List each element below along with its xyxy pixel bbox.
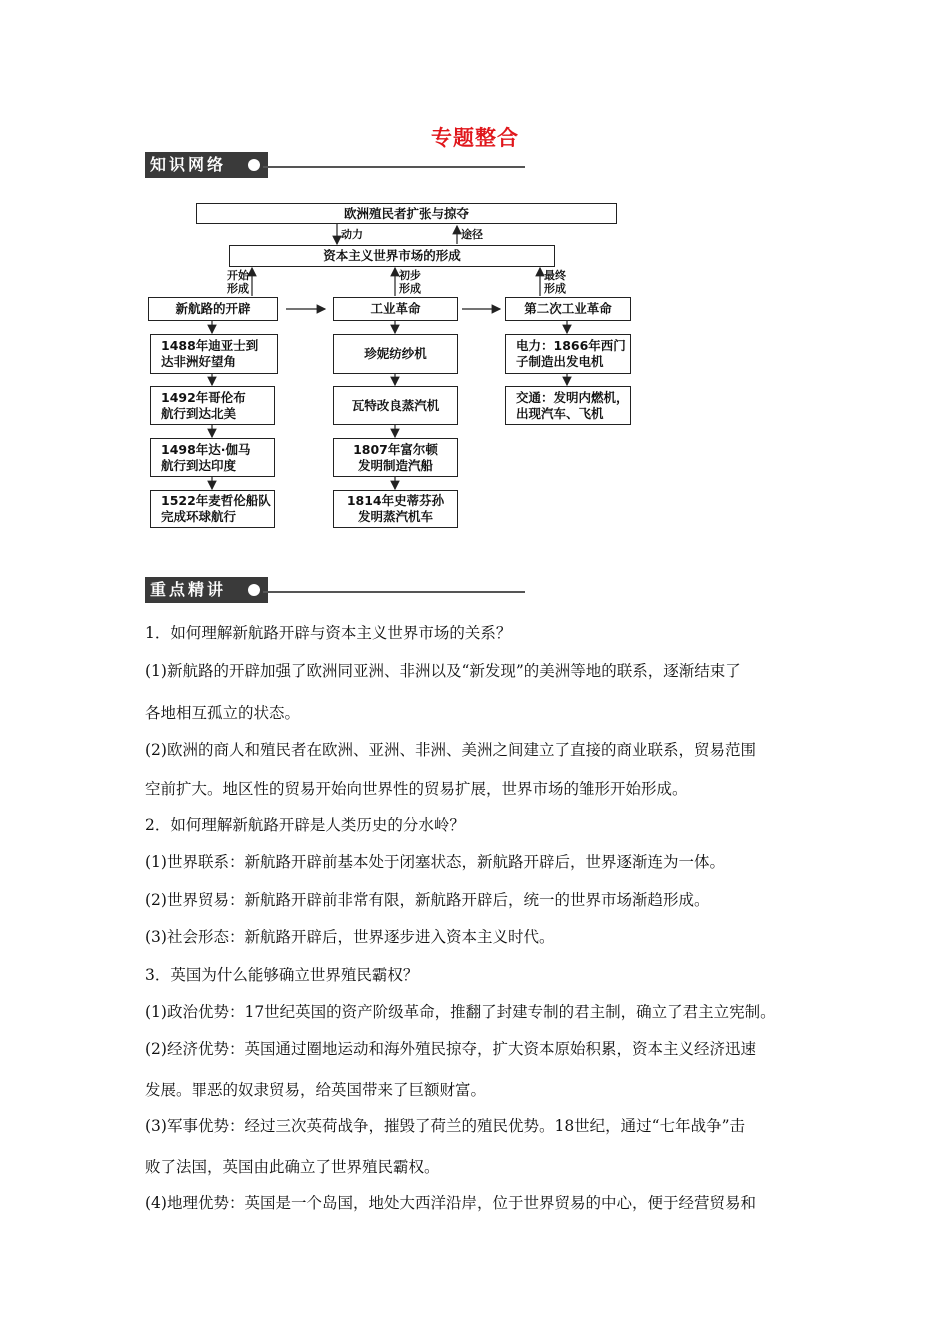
section-label: 重点精讲 — [150, 580, 227, 599]
col1-box: 1498年达·伽马 航行到达印度 — [150, 438, 275, 477]
paragraph-line: (4)地理优势：英国是一个岛国，地处大西洋沿岸，位于世界贸易的中心，便于经营贸易和 — [145, 1194, 756, 1212]
paragraph-line: (1)世界联系：新航路开辟前基本处于闭塞状态，新航路开辟后，世界逐渐连为一体。 — [145, 853, 725, 871]
paragraph-line: 1．如何理解新航路开辟与资本主义世界市场的关系？ — [145, 624, 512, 642]
paragraph-line: (3)社会形态：新航路开辟后，世界逐步进入资本主义时代。 — [145, 928, 555, 946]
col3-head-box: 第二次工业革命 — [505, 297, 631, 321]
paragraph-line: 败了法国，英国由此确立了世界殖民霸权。 — [145, 1158, 440, 1176]
paragraph-line: 各地相互孤立的状态。 — [145, 704, 301, 722]
paragraph-line: (1)新航路的开辟加强了欧洲同亚洲、非洲以及“新发现”的美洲等地的联系，逐渐结束了 — [145, 662, 741, 680]
col3-box: 交通：发明内燃机， 出现汽车、飞机 — [505, 386, 631, 425]
paragraph-line: 3．英国为什么能够确立世界殖民霸权？ — [145, 966, 419, 984]
paragraph-line: 发展。罪恶的奴隶贸易，给英国带来了巨额财富。 — [145, 1081, 487, 1099]
label-final: 最终 形成 — [544, 269, 566, 295]
section-header-keypoints — [145, 577, 525, 603]
paragraph-line: 2．如何理解新航路开辟是人类历史的分水岭？ — [145, 816, 465, 834]
col1-box: 1492年哥伦布 航行到达北美 — [150, 386, 275, 425]
paragraph-line: (2)欧洲的商人和殖民者在欧洲、亚洲、非洲、美洲之间建立了直接的商业联系，贸易范围 — [145, 741, 756, 759]
section-label: 知识网络 — [150, 155, 227, 174]
col2-box: 瓦特改良蒸汽机 — [333, 386, 458, 425]
label-dongli: 动力 — [341, 228, 363, 241]
page-title: 专题整合 — [431, 125, 519, 150]
label-tujing: 途径 — [461, 228, 483, 241]
col2-head-box: 工业革命 — [333, 297, 458, 321]
diagram-top-box: 欧洲殖民者扩张与掠夺 — [196, 203, 617, 224]
paragraph-line: (2)经济优势：英国通过圈地运动和海外殖民掠夺，扩大资本原始积累，资本主义经济迅速 — [145, 1040, 756, 1058]
paragraph-line: (1)政治优势：17世纪英国的资产阶级革命，推翻了封建专制的君主制，确立了君主立宪制。 — [145, 1003, 776, 1021]
col2-box: 珍妮纺纱机 — [333, 334, 458, 374]
paragraph-line: 空前扩大。地区性的贸易开始向世界性的贸易扩展，世界市场的雏形开始形成。 — [145, 780, 688, 798]
paragraph-line: (2)世界贸易：新航路开辟前非常有限，新航路开辟后，统一的世界市场渐趋形成。 — [145, 891, 710, 909]
col2-box: 1807年富尔顿 发明制造汽船 — [333, 438, 458, 477]
label-initial: 初步 形成 — [399, 269, 421, 295]
diagram-arrows — [0, 0, 950, 560]
col1-head-box: 新航路的开辟 — [148, 297, 278, 321]
col1-box: 1522年麦哲伦船队 完成环球航行 — [150, 490, 275, 528]
col3-box: 电力：1866年西门 子制造出发电机 — [505, 334, 631, 374]
label-start: 开始 形成 — [227, 269, 249, 295]
col1-box: 1488年迪亚士到 达非洲好望角 — [150, 334, 278, 374]
diagram-market-box: 资本主义世界市场的形成 — [229, 245, 555, 267]
bullet-icon — [248, 584, 260, 596]
divider — [263, 591, 525, 593]
col2-box: 1814年史蒂芬孙 发明蒸汽机车 — [333, 490, 458, 528]
paragraph-line: (3)军事优势：经过三次英荷战争，摧毁了荷兰的殖民优势。18世纪，通过“七年战争”击 — [145, 1117, 746, 1135]
